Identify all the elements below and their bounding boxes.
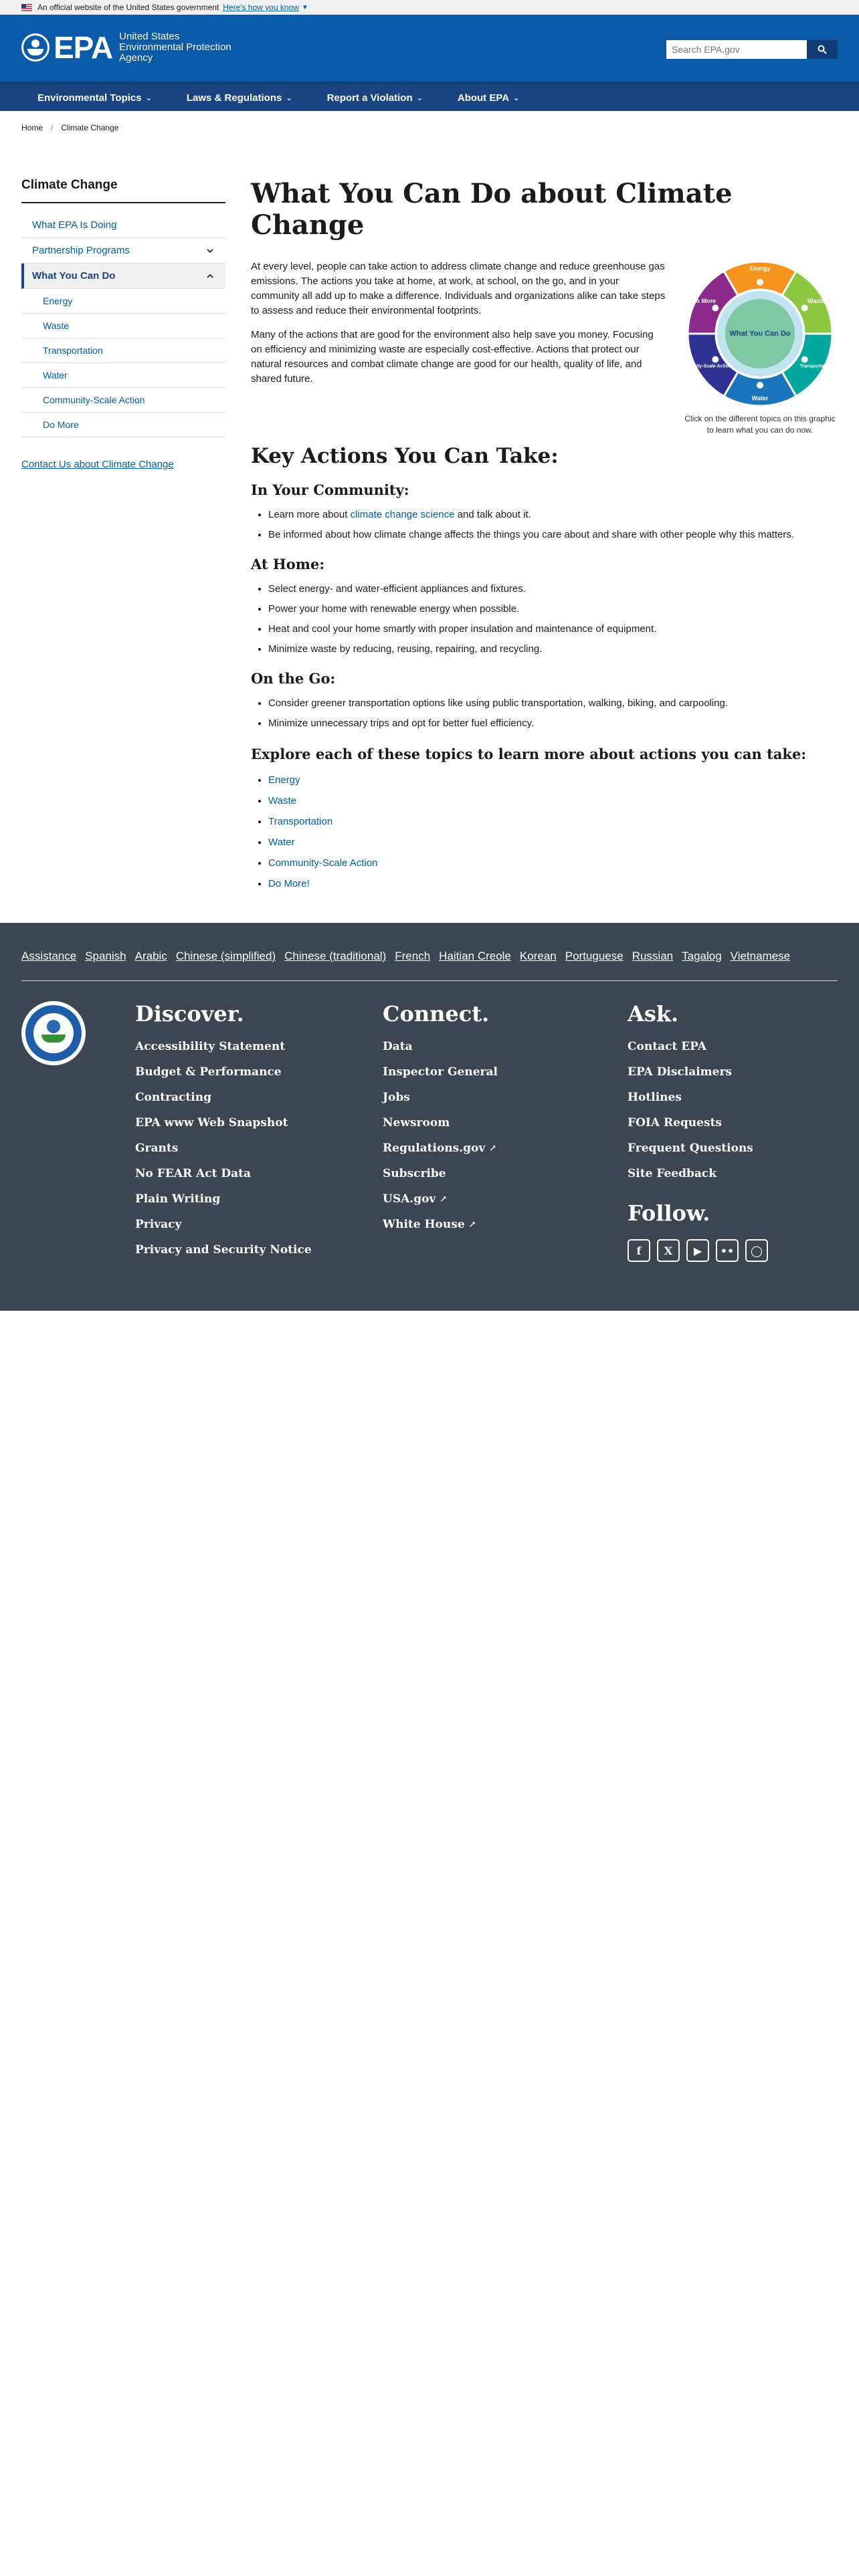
- home-heading: At Home:: [251, 556, 325, 572]
- footer-link-label: Frequent Questions: [628, 1142, 753, 1155]
- footer-link-label: Accessibility Statement: [135, 1040, 286, 1053]
- side-item-partnership-programs[interactable]: [21, 238, 225, 263]
- chevron-up-icon[interactable]: [205, 272, 215, 281]
- footer-link-label: Newsroom: [383, 1116, 450, 1130]
- discover-heading: Discover.: [135, 1001, 244, 1027]
- gov-banner-text: An official website of the United States government: [37, 3, 219, 12]
- main-content: [251, 144, 838, 936]
- side-item-label: Partnership Programs: [32, 245, 130, 256]
- nav-label: About EPA: [457, 92, 510, 104]
- search-icon: [818, 45, 827, 54]
- social-links: [628, 1239, 801, 1262]
- footer-link-privacy-and-security-notice[interactable]: [135, 1243, 336, 1257]
- intro-paragraph-2: Many of the actions that are good for the environment also help save you money. Focusing on efficiency and minimizing waste are especially cost-effective. Actions that protect our natural resources and combat climate change are good for our health, quality of life, and shared future.: [251, 329, 654, 385]
- footer-connect: [383, 1001, 583, 1269]
- footer-link-foia-requests[interactable]: [628, 1116, 801, 1130]
- list-item: [268, 773, 838, 788]
- explore-link-community-scale-action[interactable]: Community-Scale Action: [268, 857, 378, 869]
- footer-link-label: Privacy and Security Notice: [135, 1243, 312, 1257]
- language-link-portuguese[interactable]: Portuguese: [565, 950, 624, 962]
- footer-link-contact-epa[interactable]: [628, 1040, 801, 1053]
- follow-heading: Follow.: [628, 1200, 710, 1226]
- waste-icon: [801, 305, 808, 312]
- ask-heading: Ask.: [628, 1001, 679, 1027]
- side-item-label: What You Can Do: [32, 270, 116, 282]
- wheel-segment-label: Energy: [749, 265, 771, 272]
- climate-science-link[interactable]: climate change science: [350, 509, 455, 520]
- youtube-icon[interactable]: ▶: [686, 1239, 709, 1262]
- agency-line-1: United States: [119, 31, 180, 42]
- agency-name: [119, 31, 231, 64]
- footer-link-label: Regulations.gov: [383, 1142, 486, 1155]
- footer-link-label: EPA www Web Snapshot: [135, 1116, 288, 1130]
- search-button[interactable]: [807, 40, 838, 59]
- language-link-haitian-creole[interactable]: Haitian Creole: [439, 950, 511, 962]
- explore-heading: Explore each of these topics to learn more about actions you can take:: [251, 746, 807, 762]
- community-list: [251, 508, 838, 542]
- footer-link-no-fear-act-data[interactable]: [135, 1167, 336, 1180]
- instagram-icon[interactable]: ◯: [745, 1239, 768, 1262]
- topic-wheel[interactable]: [676, 259, 834, 408]
- side-item-label: What EPA Is Doing: [32, 219, 117, 231]
- side-nav: [21, 144, 225, 936]
- breadcrumb: [0, 111, 859, 144]
- footer-discover: [135, 1001, 336, 1269]
- footer-link-grants[interactable]: [135, 1142, 336, 1155]
- wheel-center-label: What You Can Do: [729, 329, 791, 338]
- language-link-korean[interactable]: Korean: [519, 950, 557, 962]
- footer-link-label: Hotlines: [628, 1091, 682, 1104]
- footer-link-contracting[interactable]: [135, 1091, 336, 1104]
- explore-links-list: [251, 773, 838, 891]
- search-input[interactable]: [666, 40, 807, 59]
- footer-link-label: FOIA Requests: [628, 1116, 722, 1130]
- footer-link-label: Contracting: [135, 1091, 211, 1104]
- explore-link-energy[interactable]: Energy: [268, 774, 300, 786]
- language-link-spanish[interactable]: Spanish: [85, 950, 126, 962]
- intro-section: [251, 259, 838, 436]
- gov-banner: [0, 0, 859, 15]
- nav-label: Laws & Regulations: [186, 92, 282, 104]
- logo-text: EPA: [54, 30, 113, 65]
- external-link-icon: ↗: [440, 1194, 448, 1204]
- language-link-tagalog[interactable]: Tagalog: [682, 950, 722, 962]
- epa-seal-logo[interactable]: [21, 1001, 86, 1065]
- chevron-down-icon: ⌄: [416, 94, 423, 102]
- footer-link-regulations-gov[interactable]: [383, 1142, 583, 1155]
- list-item: [268, 856, 838, 871]
- site-footer: [0, 923, 859, 1311]
- do-more-icon: [712, 305, 719, 312]
- footer-link-hotlines[interactable]: [628, 1091, 801, 1104]
- side-subitem-community-scale-action[interactable]: Community-Scale Action: [21, 388, 225, 413]
- item-text-post: and talk about it.: [454, 509, 531, 520]
- wheel-caption: Click on the different topics on this graphic to learn what you can do now.: [684, 414, 836, 435]
- side-subitem-waste[interactable]: Waste: [21, 314, 225, 338]
- footer-ask: [628, 1001, 801, 1269]
- site-header: [0, 15, 859, 82]
- wheel-segment-label: Water: [751, 395, 769, 402]
- footer-link-privacy[interactable]: [135, 1218, 336, 1231]
- nav-report-violation[interactable]: [327, 92, 423, 104]
- footer-link-label: USA.gov: [383, 1192, 436, 1206]
- explore-link-water[interactable]: Water: [268, 837, 295, 848]
- language-links: [0, 923, 859, 963]
- list-item: [268, 815, 838, 829]
- wheel-segment-label: Waste: [807, 297, 826, 304]
- footer-link-label: Grants: [135, 1142, 179, 1155]
- connect-heading: Connect.: [383, 1001, 490, 1027]
- epa-flower-icon: [21, 33, 50, 62]
- footer-link-label: Plain Writing: [135, 1192, 221, 1206]
- footer-link-label: Inspector General: [383, 1065, 498, 1079]
- list-item: [268, 835, 838, 850]
- footer-link-jobs[interactable]: [383, 1091, 583, 1104]
- breadcrumb-separator: /: [51, 123, 54, 132]
- language-link-vietnamese[interactable]: Vietnamese: [730, 950, 791, 962]
- footer-columns: [0, 981, 859, 1269]
- main-nav: [0, 82, 859, 111]
- key-actions-heading: Key Actions You Can Take:: [251, 444, 559, 468]
- side-nav-title: Climate Change: [21, 178, 225, 203]
- topic-wheel-figure: [676, 259, 838, 436]
- chevron-down-icon: ⌄: [286, 94, 292, 102]
- footer-link-plain-writing[interactable]: [135, 1192, 336, 1206]
- footer-link-label: White House: [383, 1218, 465, 1231]
- footer-link-label: Privacy: [135, 1218, 182, 1231]
- explore-link-do-more[interactable]: Do More!: [268, 878, 310, 889]
- footer-link-epa-disclaimers[interactable]: [628, 1065, 801, 1079]
- epa-logo[interactable]: [21, 29, 231, 66]
- footer-link-newsroom[interactable]: [383, 1116, 583, 1130]
- water-icon: [757, 382, 763, 389]
- list-item: • Minimize waste by reducing, reusing, repairing, and recycling.: [268, 642, 838, 657]
- language-link-assistance[interactable]: Assistance: [21, 950, 77, 962]
- list-item: • Be informed about how climate change affects the things you care about and share with other people why this matters.: [268, 528, 838, 542]
- list-item: • Select energy- and water-efficient appliances and fixtures.: [268, 582, 838, 597]
- list-item: • Minimize unnecessary trips and opt for better fuel efficiency.: [268, 716, 838, 731]
- community-scale-action-icon: [712, 356, 719, 363]
- side-item-what-you-can-do[interactable]: [21, 263, 225, 289]
- nav-laws-regulations[interactable]: [187, 92, 292, 104]
- intro-paragraph-1: At every level, people can take action to address climate change and reduce greenhouse gas emissions. The actions you take at home, at work, at school, on the go, and in your community all add up to make a difference. Individuals and organizations alike can take steps to assess and reduce their environmental footprints.: [251, 261, 666, 316]
- side-subitem-energy[interactable]: Energy: [21, 289, 225, 314]
- footer-link-site-feedback[interactable]: [628, 1167, 801, 1180]
- list-item: [268, 508, 838, 522]
- language-link-chinese-simplified[interactable]: Chinese (simplified): [175, 950, 276, 962]
- footer-link-frequent-questions[interactable]: [628, 1142, 801, 1155]
- facebook-icon[interactable]: f: [628, 1239, 650, 1262]
- x-icon[interactable]: X: [657, 1239, 680, 1262]
- footer-divider: [21, 980, 838, 981]
- footer-link-label: No FEAR Act Data: [135, 1167, 251, 1180]
- chevron-down-icon: ⌄: [145, 94, 152, 102]
- footer-link-white-house[interactable]: [383, 1218, 583, 1231]
- item-text-pre: Learn more about: [268, 509, 351, 520]
- language-link-arabic[interactable]: Arabic: [134, 950, 167, 962]
- nav-environmental-topics[interactable]: [37, 92, 152, 104]
- nav-about-epa[interactable]: [458, 92, 519, 104]
- wheel-segment-label: Community-Scale Action: [676, 364, 732, 369]
- list-item: • Consider greener transportation options like using public transportation, walking, biking, and carpooling.: [268, 696, 838, 711]
- us-flag-icon: [21, 4, 32, 11]
- footer-link-label: Subscribe: [383, 1167, 446, 1180]
- language-link-chinese-traditional[interactable]: Chinese (traditional): [284, 950, 387, 962]
- agency-line-2: Environmental Protection: [119, 41, 231, 53]
- chevron-down-icon: ⌄: [513, 94, 520, 102]
- footer-link-label: Data: [383, 1040, 413, 1053]
- language-link-russian[interactable]: Russian: [632, 950, 674, 962]
- transportation-icon: [801, 356, 808, 363]
- footer-link-label: Budget & Performance: [135, 1065, 282, 1079]
- side-subitem-transportation[interactable]: Transportation: [21, 338, 225, 363]
- on-the-go-list: [251, 696, 838, 731]
- list-item: [268, 794, 838, 809]
- on-the-go-heading: On the Go:: [251, 670, 336, 687]
- wheel-segment-label: Transportation: [799, 364, 833, 369]
- flickr-icon[interactable]: ••: [716, 1239, 739, 1262]
- list-item: • Heat and cool your home smartly with proper insulation and maintenance of equipment.: [268, 622, 838, 637]
- search-form: [666, 40, 838, 59]
- footer-link-usa-gov[interactable]: [383, 1192, 583, 1206]
- contact-us-link[interactable]: Contact Us about Climate Change: [21, 459, 174, 470]
- breadcrumb-climate-change[interactable]: Climate Change: [61, 123, 119, 132]
- agency-line-3: Agency: [119, 52, 153, 64]
- home-list: [251, 582, 838, 657]
- language-link-french[interactable]: French: [395, 950, 431, 962]
- footer-link-epa-www-web-snapshot[interactable]: [135, 1116, 336, 1130]
- energy-icon: [757, 279, 763, 286]
- footer-link-accessibility-statement[interactable]: [135, 1040, 336, 1053]
- footer-link-budget-performance[interactable]: [135, 1065, 336, 1079]
- side-item-what-epa-is-doing[interactable]: [21, 213, 225, 238]
- how-you-know-link[interactable]: Here's how you know: [223, 3, 299, 12]
- nav-label: Report a Violation: [326, 92, 413, 104]
- community-heading: In Your Community:: [251, 481, 409, 498]
- page-content: [0, 144, 859, 936]
- footer-link-label: EPA Disclaimers: [628, 1065, 732, 1079]
- footer-link-subscribe[interactable]: [383, 1167, 583, 1180]
- footer-link-label: Contact EPA: [628, 1040, 706, 1053]
- external-link-icon: ↗: [489, 1143, 497, 1154]
- page-title: What You Can Do about Climate Change: [251, 178, 733, 241]
- nav-label: Environmental Topics: [37, 92, 142, 104]
- intro-text: [251, 259, 666, 436]
- list-item: [268, 877, 838, 891]
- list-item: • Power your home with renewable energy when possible.: [268, 602, 838, 617]
- side-subitem-do-more[interactable]: Do More: [21, 413, 225, 437]
- footer-link-inspector-general[interactable]: [383, 1065, 583, 1079]
- explore-link-waste[interactable]: Waste: [268, 795, 296, 807]
- side-subitem-water[interactable]: Water: [21, 363, 225, 388]
- chevron-down-icon[interactable]: ▼: [301, 3, 308, 11]
- footer-link-label: Jobs: [383, 1091, 410, 1104]
- footer-link-label: Site Feedback: [628, 1167, 717, 1180]
- wheel-segment-label: Do More: [691, 297, 716, 304]
- footer-link-data[interactable]: [383, 1040, 583, 1053]
- external-link-icon: ↗: [468, 1219, 476, 1230]
- explore-link-transportation[interactable]: Transportation: [268, 816, 333, 827]
- chevron-down-icon[interactable]: [205, 246, 215, 255]
- breadcrumb-home[interactable]: Home: [21, 123, 43, 132]
